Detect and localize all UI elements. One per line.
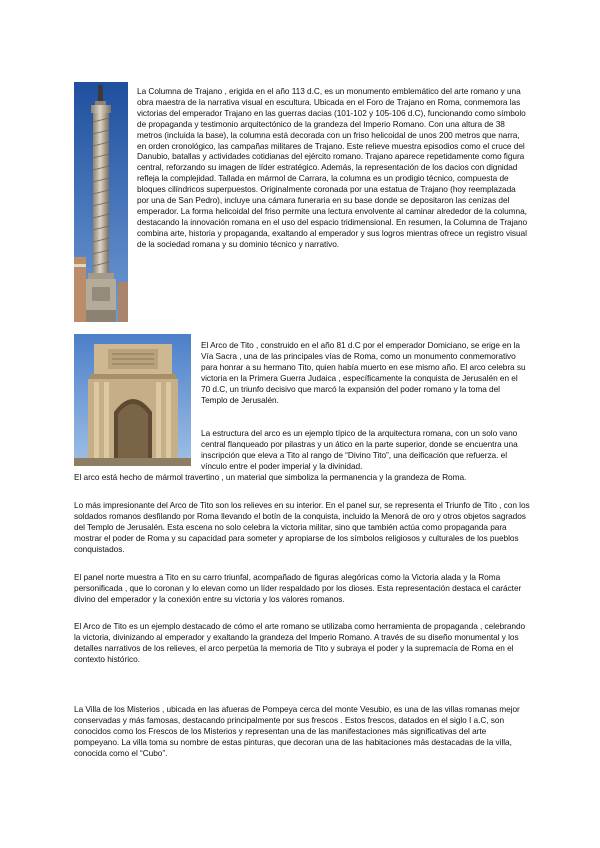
titus-paragraph-4: El panel norte muestra a Tito en su carro triunfal, acompañado de figuras alegóricas como la Victoria alada y la Roma personificada , que lo coronan y lo elevan como un líder respaldado por los dioses. Esta representación destaca el carácter divino del emperador y la conexión entre su victoria y los valores romanos.	[74, 572, 522, 604]
villa-paragraph: La Villa de los Misterios , ubicada en las afueras de Pompeya cerca del monte Vesubio, es una de las villas romanas mejor conservadas y más famosas, destacando principalmente por sus frescos . Estos frescos, datados en el siglo I a.C, son conocidos como los Frescos de los Misterios y representan una de las manifestaciones más significativas del arte pompeyano. La villa toma su nombre de estas pinturas, que decoran una de las habitaciones más destacadas de la villa, conocida como el “Cubo”.	[74, 704, 520, 758]
titus-paragraph-3: Lo más impresionante del Arco de Tito son los relieves en su interior. En el panel sur, se representa el Triunfo de Tito , con los soldados romanos desfilando por Roma llevando el botín de la conquista, incluido la Menorá de oro y otros objetos sagrados del Templo de Jerusalén. Esta escena no solo celebra la victoria militar, sino que también actúa como propaganda para mostrar el poder de Roma y su capacidad para someter y apropiarse de los símbolos religiosos y culturales de los pueblos conquistados.	[74, 500, 530, 554]
titus-paragraph-5: El Arco de Tito es un ejemplo destacado de cómo el arte romano se utilizaba como herramienta de propaganda , celebrando la victoria, divinizando al emperador y exaltando la grandeza del Imperio Romano. A través de su diseño monumental y los detalles narrativos de los relieves, el arco perpetúa la memoria de Tito y subraya el poder y la supremacía de Roma en el contexto histórico.	[74, 621, 526, 664]
titus-paragraph-2b: El arco está hecho de mármol travertino , un material que simboliza la permanencia y la grandeza de Roma.	[74, 472, 467, 482]
trajan-column-photo	[74, 82, 128, 322]
trajan-paragraph: La Columna de Trajano , erigida en el año 113 d.C, es un monumento emblemático del arte romano y una obra maestra de la narrativa visual en escultura. Ubicada en el Foro de Trajano en Roma, conmemora las victorias del emperador Trajano en las guerras dacias (101-102 y 105-106 d.C), funcionando como símbolo de propaganda y testimonio arquitectónico de la grandeza del Imperio Romano. Con una altura de 38 metros (incluida la base), la columna está decorada con un friso helicoidal de unos 200 metros que narra, en orden cronológico, las campañas militares de Trajano. Este relieve muestra episodios como el cruce del Danubio, batallas y actividades cotidianas del ejército romano. Trajano aparece repetidamente como figura central, reforzando su imagen de líder estratégico. Además, la representación de los dacios con dignidad refleja la complejidad. Tallada en mármol de Carrara, la columna es un prodigio técnico, compuesta de bloques cilíndricos superpuestos. Originalmente coronada por una estatua de Trajano (hoy reemplazada por una de San Pedro), incluye una cámara funeraria en su base donde se depositaron las cenizas del emperador. La forma helicoidal del friso permite una lectura envolvente al caminar alrededor de la columna, destacando la innovación romana en el uso del espacio tridimensional. En resumen, la Columna de Trajano combina arte, historia y propaganda, exaltando al emperador y sus logros mientras ofrece un registro visual de la sociedad romana y su dominio técnico y narrativo.	[137, 86, 528, 249]
titus-paragraph-2a: La estructura del arco es un ejemplo típico de la arquitectura romana, con un solo vano central flanqueado por pilastras y un ático en la parte superior, donde se encuentra una inscripción que eleva a Tito al rango de “Divino Tito”, una deificación que refuerza. el vínculo entre el poder imperial y la divinidad.	[201, 428, 518, 471]
arch-of-titus-photo	[74, 334, 191, 466]
titus-paragraph-1: El Arco de Tito , construido en el año 81 d.C por el emperador Domiciano, se erige en la Vía Sacra , una de las principales vías de Roma, como un monumento conmemorativo para honrar a su hermano Tito, quien había muerto en ese mismo año. El arco celebra su victoria en la Primera Guerra Judaica , específicamente la conquista de Jerusalén en el 70 d.C, un triunfo decisivo que marcó la expansión del poder romano y la toma del Templo de Jerusalén.	[201, 340, 526, 405]
